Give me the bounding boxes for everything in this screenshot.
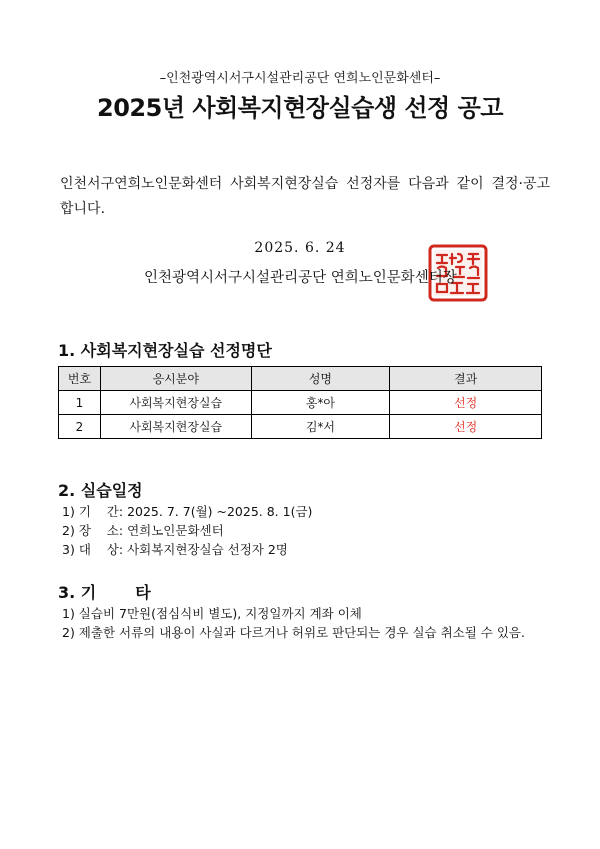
item-label: 기 간:	[78, 504, 124, 519]
table-row	[59, 415, 542, 439]
cell-name: 김*서	[251, 415, 390, 439]
section1-heading: 1. 사회복지현장실습 선정명단	[58, 341, 272, 360]
list-item: 2) 제출한 서류의 내용이 사실과 다르거나 허위로 판단되는 경우 실습 취소될 수 있음.	[62, 625, 525, 640]
item-number: 2)	[62, 523, 75, 538]
announcement-date: 2025. 6. 24	[254, 240, 346, 256]
organization-line: –인천광역시서구시설관리공단 연희노인문화센터–	[159, 71, 441, 86]
item-value: 사회복지현장실습 선정자 2명	[127, 542, 288, 557]
selection-table	[58, 366, 542, 439]
item-label: 대 상:	[78, 542, 124, 557]
list-item	[62, 502, 312, 521]
section2-heading: 2. 실습일정	[58, 481, 143, 500]
list-item	[62, 540, 312, 559]
other-notes-list	[62, 604, 525, 642]
item-value: 연희노인문화센터	[127, 523, 224, 538]
column-header-result: 결과	[390, 367, 542, 391]
page-title: 2025년 사회복지현장실습생 선정 공고	[97, 94, 503, 122]
intro-paragraph: 인천서구연희노인문화센터 사회복지현장실습 선정자를 다음과 같이 결정·공고 합니다.	[60, 176, 550, 217]
issuer-name: 인천광역시서구시설관리공단 연희노인문화센터장	[144, 270, 457, 286]
item-value: 2025. 7. 7(월) ~2025. 8. 1(금)	[127, 504, 313, 519]
item-label: 장 소:	[78, 523, 124, 538]
item-number: 3)	[62, 542, 75, 557]
cell-name: 홍*아	[251, 391, 390, 415]
cell-field: 사회복지현장실습	[100, 415, 251, 439]
section3-heading: 3. 기 타	[58, 583, 151, 602]
cell-field: 사회복지현장실습	[100, 391, 251, 415]
list-item: 1) 실습비 7만원(점심식비 별도), 지정일까지 계좌 이체	[62, 606, 362, 621]
table-row	[59, 391, 542, 415]
cell-result: 선정	[390, 391, 542, 415]
cell-number: 1	[59, 391, 101, 415]
table-header-row	[59, 367, 542, 391]
list-item	[62, 521, 312, 540]
item-number: 1)	[62, 504, 75, 519]
column-header-number: 번호	[59, 367, 101, 391]
cell-result: 선정	[390, 415, 542, 439]
column-header-field: 응시분야	[100, 367, 251, 391]
column-header-name: 성명	[251, 367, 390, 391]
cell-number: 2	[59, 415, 101, 439]
schedule-list	[62, 502, 312, 559]
